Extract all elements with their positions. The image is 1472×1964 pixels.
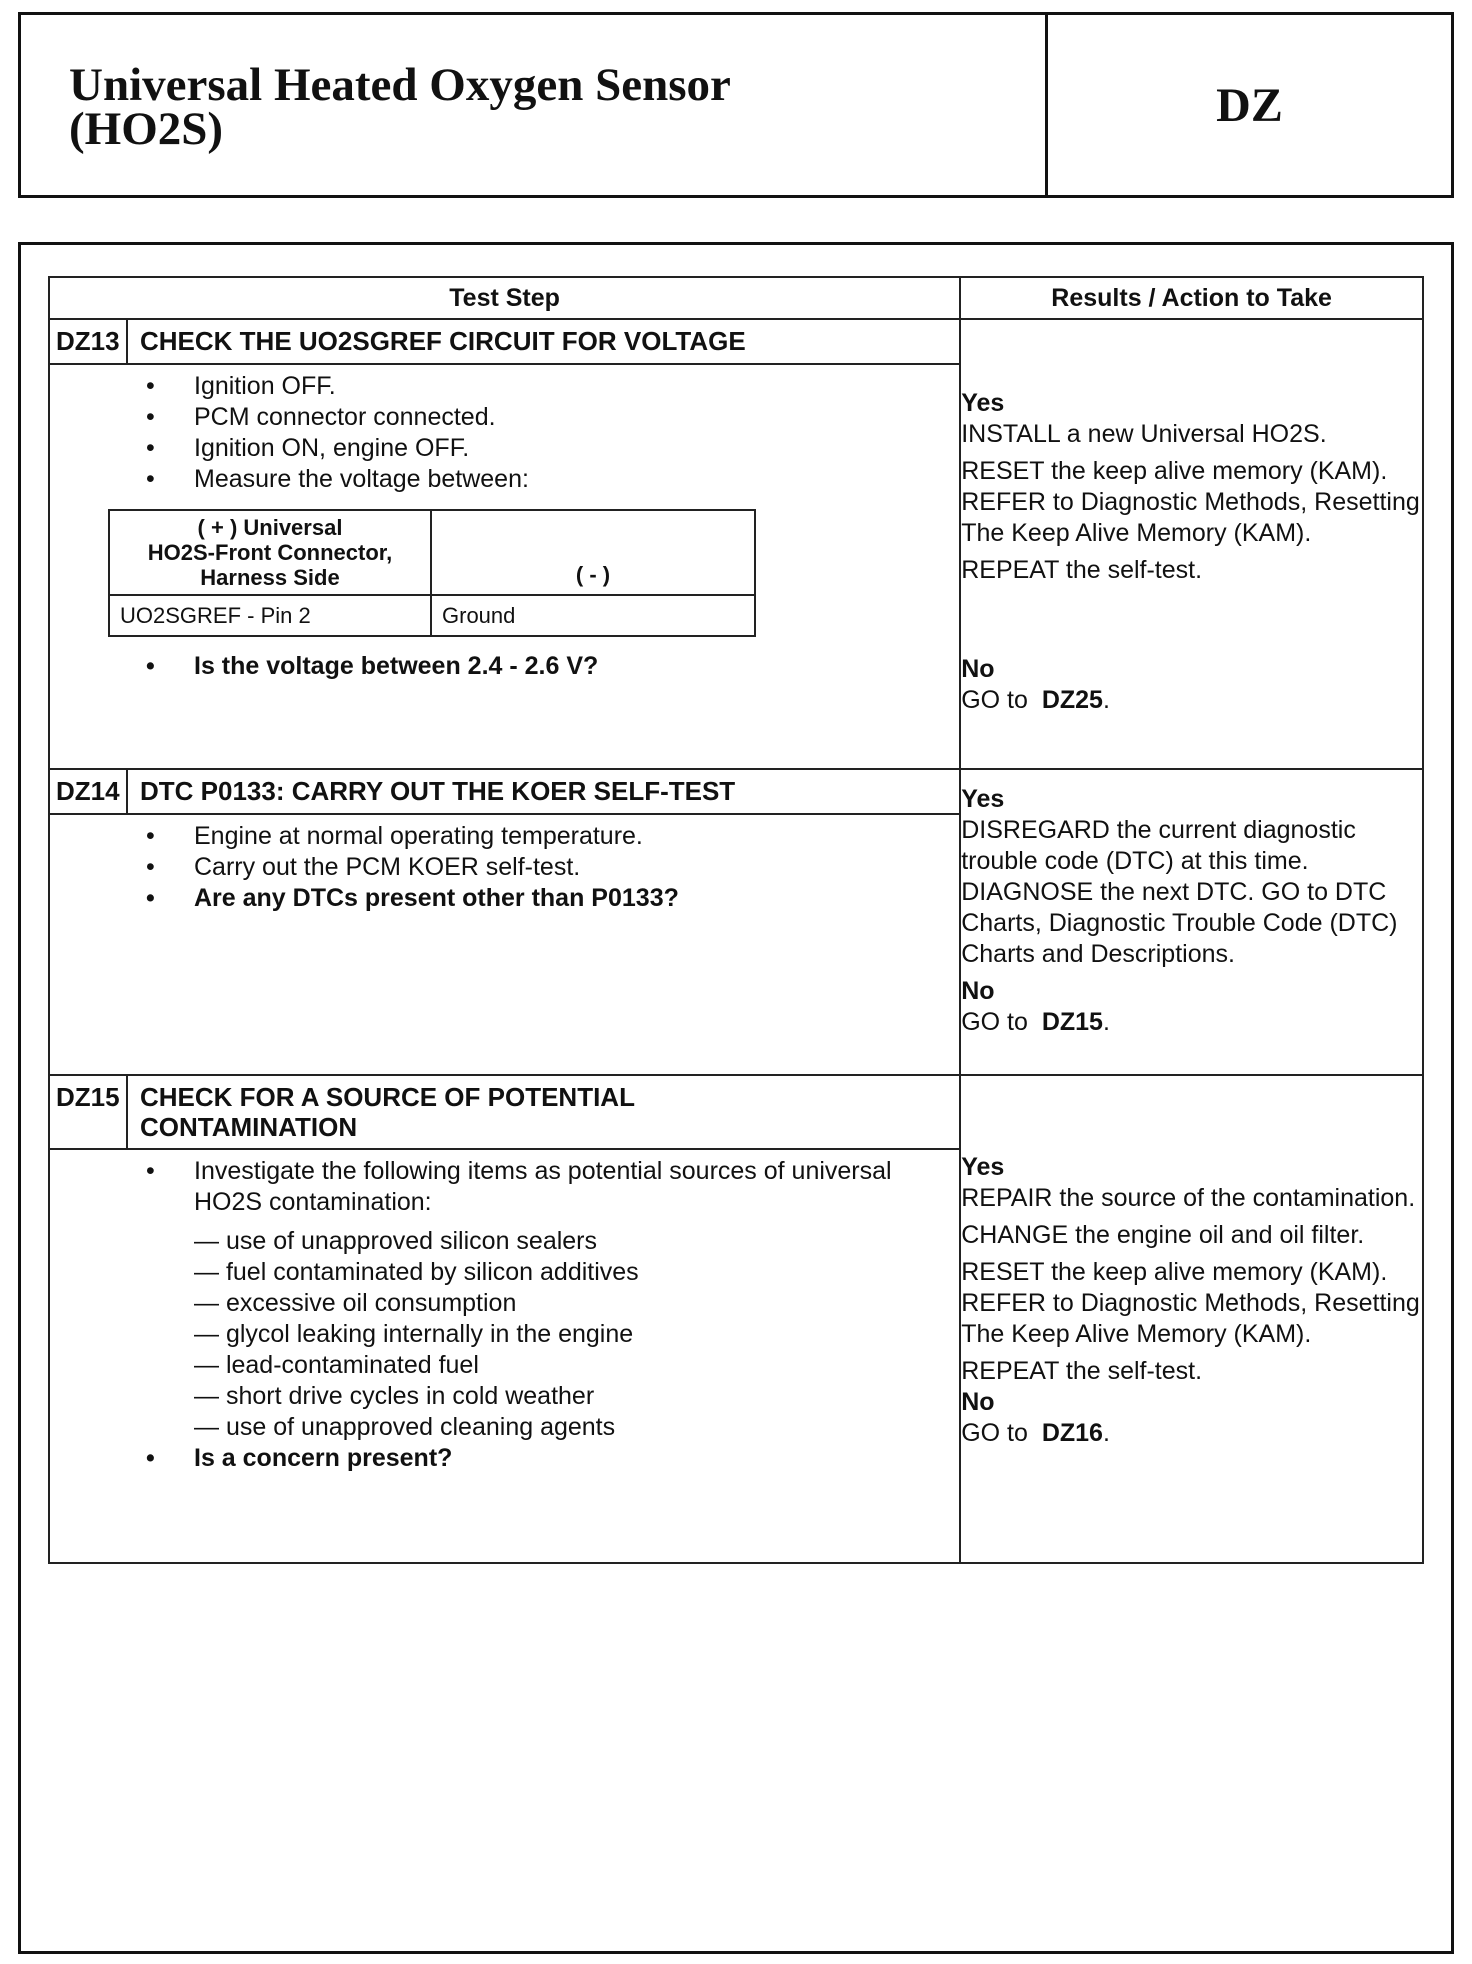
meas-header-positive: ( + ) Universal HO2S-Front Connector, Harness Side bbox=[109, 510, 431, 595]
table-row bbox=[49, 769, 1423, 1075]
yes-label: Yes bbox=[961, 1153, 1005, 1181]
table-row bbox=[49, 319, 1423, 769]
step-question: • Are any DTCs present other than P0133? bbox=[146, 883, 945, 914]
action-text: CHANGE the engine oil and oil filter. bbox=[961, 1221, 1365, 1249]
action-text: RESET the keep alive memory (KAM). REFER to Diagnostic Methods, Resetting The Keep Alive Memory (KAM). bbox=[961, 457, 1420, 547]
header-box bbox=[18, 12, 1454, 198]
no-label: No bbox=[961, 1388, 995, 1416]
step-cell-dz15 bbox=[49, 1075, 960, 1563]
step-question: • Is a concern present? bbox=[146, 1443, 945, 1474]
list-item: • Measure the voltage between: bbox=[146, 464, 945, 495]
no-action: GO to DZ25. bbox=[961, 686, 1110, 714]
list-item: • Ignition OFF. bbox=[146, 371, 945, 402]
list-item: • PCM connector connected. bbox=[146, 402, 945, 433]
column-header-results: Results / Action to Take bbox=[960, 277, 1423, 319]
list-item: • Ignition ON, engine OFF. bbox=[146, 433, 945, 464]
yes-label: Yes bbox=[961, 389, 1005, 417]
action-text: DISREGARD the current diagnostic trouble code (DTC) at this time. DIAGNOSE the next DTC. GO to DTC Charts, Diagnostic Trouble Code (DTC) Charts and Descriptions. bbox=[961, 816, 1398, 968]
meas-cell: Ground bbox=[431, 595, 755, 636]
list-item: — excessive oil consumption bbox=[194, 1289, 517, 1317]
action-text: REPAIR the source of the contamination. bbox=[961, 1184, 1416, 1212]
measurement-table bbox=[108, 509, 756, 637]
step-bullets bbox=[146, 821, 945, 914]
step-title: DTC P0133: CARRY OUT THE KOER SELF-TEST bbox=[140, 776, 736, 806]
no-label: No bbox=[961, 655, 995, 683]
list-item: — use of unapproved silicon sealers bbox=[194, 1227, 598, 1255]
step-question: • Is the voltage between 2.4 - 2.6 V? bbox=[146, 651, 945, 682]
list-item: • Carry out the PCM KOER self-test. bbox=[146, 852, 945, 883]
action-text: RESET the keep alive memory (KAM). REFER to Diagnostic Methods, Resetting The Keep Alive Memory (KAM). bbox=[961, 1258, 1420, 1348]
list-item: • Engine at normal operating temperature. bbox=[146, 821, 945, 852]
result-cell-dz15 bbox=[960, 1075, 1423, 1563]
action-text: REPEAT the self-test. bbox=[961, 1357, 1203, 1385]
action-text: REPEAT the self-test. bbox=[961, 556, 1203, 584]
contamination-list bbox=[146, 1226, 945, 1443]
step-bullets bbox=[146, 1156, 945, 1218]
step-title: CHECK FOR A SOURCE OF POTENTIAL CONTAMINATION bbox=[140, 1082, 635, 1142]
list-item: — fuel contaminated by silicon additives bbox=[194, 1258, 639, 1286]
goto-link[interactable]: DZ16 bbox=[1041, 1419, 1103, 1447]
no-action: GO to DZ15. bbox=[961, 1008, 1110, 1036]
meas-cell: UO2SGREF - Pin 2 bbox=[109, 595, 431, 636]
result-cell-dz13 bbox=[960, 319, 1423, 769]
title-line-2: (HO2S) bbox=[69, 103, 224, 155]
list-item: — glycol leaking internally in the engine bbox=[194, 1320, 634, 1348]
step-title: CHECK THE UO2SGREF CIRCUIT FOR VOLTAGE bbox=[140, 326, 746, 356]
result-cell-dz14 bbox=[960, 769, 1423, 1075]
no-label: No bbox=[961, 977, 995, 1005]
list-item: — use of unapproved cleaning agents bbox=[194, 1413, 616, 1441]
goto-link[interactable]: DZ15 bbox=[1041, 1008, 1103, 1036]
column-header-test-step: Test Step bbox=[49, 277, 960, 319]
page-title bbox=[69, 59, 949, 155]
step-id: DZ14 bbox=[50, 770, 128, 813]
goto-link[interactable]: DZ25 bbox=[1041, 686, 1103, 714]
diagnostic-table bbox=[48, 276, 1424, 1564]
title-line-1: Universal Heated Oxygen Sensor bbox=[69, 59, 731, 111]
section-code: DZ bbox=[1216, 78, 1283, 132]
step-cell-dz14 bbox=[49, 769, 960, 1075]
list-item: — lead-contaminated fuel bbox=[194, 1351, 479, 1379]
step-cell-dz13 bbox=[49, 319, 960, 769]
no-action: GO to DZ16. bbox=[961, 1419, 1110, 1447]
yes-label: Yes bbox=[961, 785, 1005, 813]
table-row bbox=[49, 1075, 1423, 1563]
meas-header-negative: ( - ) bbox=[431, 510, 755, 595]
step-id: DZ13 bbox=[50, 320, 128, 363]
action-text: INSTALL a new Universal HO2S. bbox=[961, 420, 1327, 448]
list-item: • Investigate the following items as potential sources of universal HO2S contamination: bbox=[146, 1156, 945, 1218]
step-bullets bbox=[146, 371, 945, 495]
step-id: DZ15 bbox=[50, 1076, 128, 1148]
list-item: — short drive cycles in cold weather bbox=[194, 1382, 595, 1410]
table-header-row bbox=[49, 277, 1423, 319]
